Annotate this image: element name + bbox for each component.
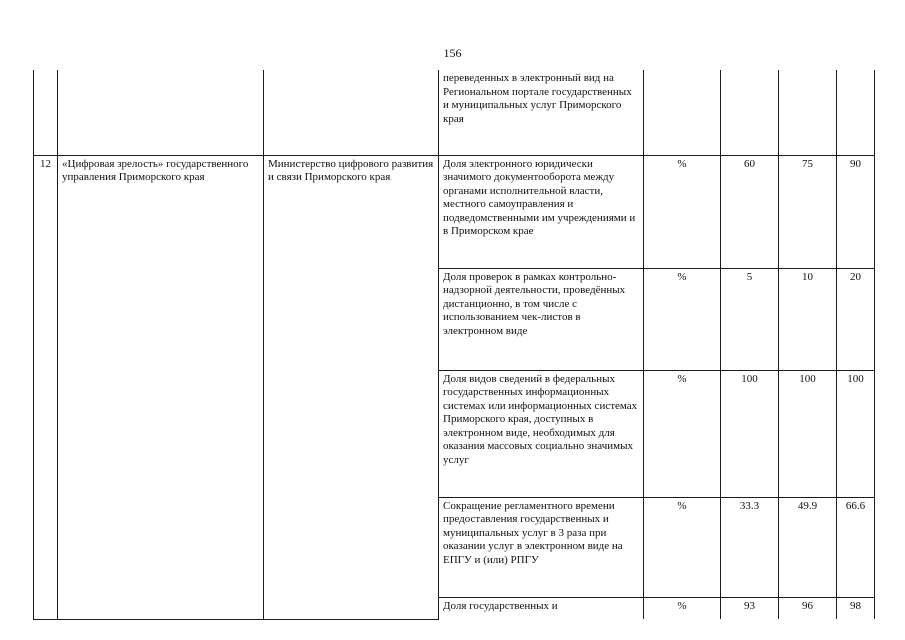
- value-year-3: 66.6: [837, 497, 875, 597]
- value-year-1: 60: [721, 155, 779, 268]
- empty-cell: [644, 70, 721, 155]
- empty-cell: [58, 70, 264, 155]
- indicator-text: переведенных в электронный вид на Региональном портале государственных и муниципальных услуг Приморского края: [439, 70, 644, 155]
- value-year-1: 93: [721, 597, 779, 619]
- value-year-1: 5: [721, 268, 779, 370]
- indicator-name: Доля электронного юридически значимого документооборота между органами исполнительной власти, местного самоуправления и подведомственными им учреждениями и в Приморском крае: [439, 155, 644, 268]
- responsible-body: Министерство цифрового развития и связи Приморского края: [264, 155, 439, 619]
- value-year-3: 20: [837, 268, 875, 370]
- empty-cell: [779, 70, 837, 155]
- value-year-1: 33.3: [721, 497, 779, 597]
- indicator-name: Доля проверок в рамках контрольно-надзорной деятельности, проведённых дистанционно, в том числе с использованием чек-листов в электронном виде: [439, 268, 644, 370]
- indicators-table: [33, 70, 875, 620]
- value-year-3: 90: [837, 155, 875, 268]
- empty-cell: [837, 70, 875, 155]
- value-year-3: 100: [837, 370, 875, 497]
- value-year-3: 98: [837, 597, 875, 619]
- empty-cell: [721, 70, 779, 155]
- page-number: 156: [443, 46, 462, 60]
- empty-cell: [34, 70, 58, 155]
- indicator-name: Доля видов сведений в федеральных государственных информационных системах или информационных системах Приморского края, доступных в электронном виде, необходимых для оказания массовых социально значимых услуг: [439, 370, 644, 497]
- project-number: 12: [34, 155, 58, 619]
- continuation-row: [34, 70, 875, 155]
- indicator-name: Доля государственных и: [439, 597, 644, 619]
- unit: %: [644, 497, 721, 597]
- empty-cell: [264, 70, 439, 155]
- indicator-name: Сокращение регламентного времени предоставления государственных и муниципальных услуг в 3 раза при оказании услуг в электронном виде на ЕПГУ и (или) РПГУ: [439, 497, 644, 597]
- value-year-2: 96: [779, 597, 837, 619]
- value-year-2: 49.9: [779, 497, 837, 597]
- project-name: «Цифровая зрелость» государственного управления Приморского края: [58, 155, 264, 619]
- unit: %: [644, 155, 721, 268]
- value-year-1: 100: [721, 370, 779, 497]
- unit: %: [644, 597, 721, 619]
- unit: %: [644, 268, 721, 370]
- unit: %: [644, 370, 721, 497]
- value-year-2: 100: [779, 370, 837, 497]
- table-row: [34, 155, 875, 268]
- value-year-2: 10: [779, 268, 837, 370]
- value-year-2: 75: [779, 155, 837, 268]
